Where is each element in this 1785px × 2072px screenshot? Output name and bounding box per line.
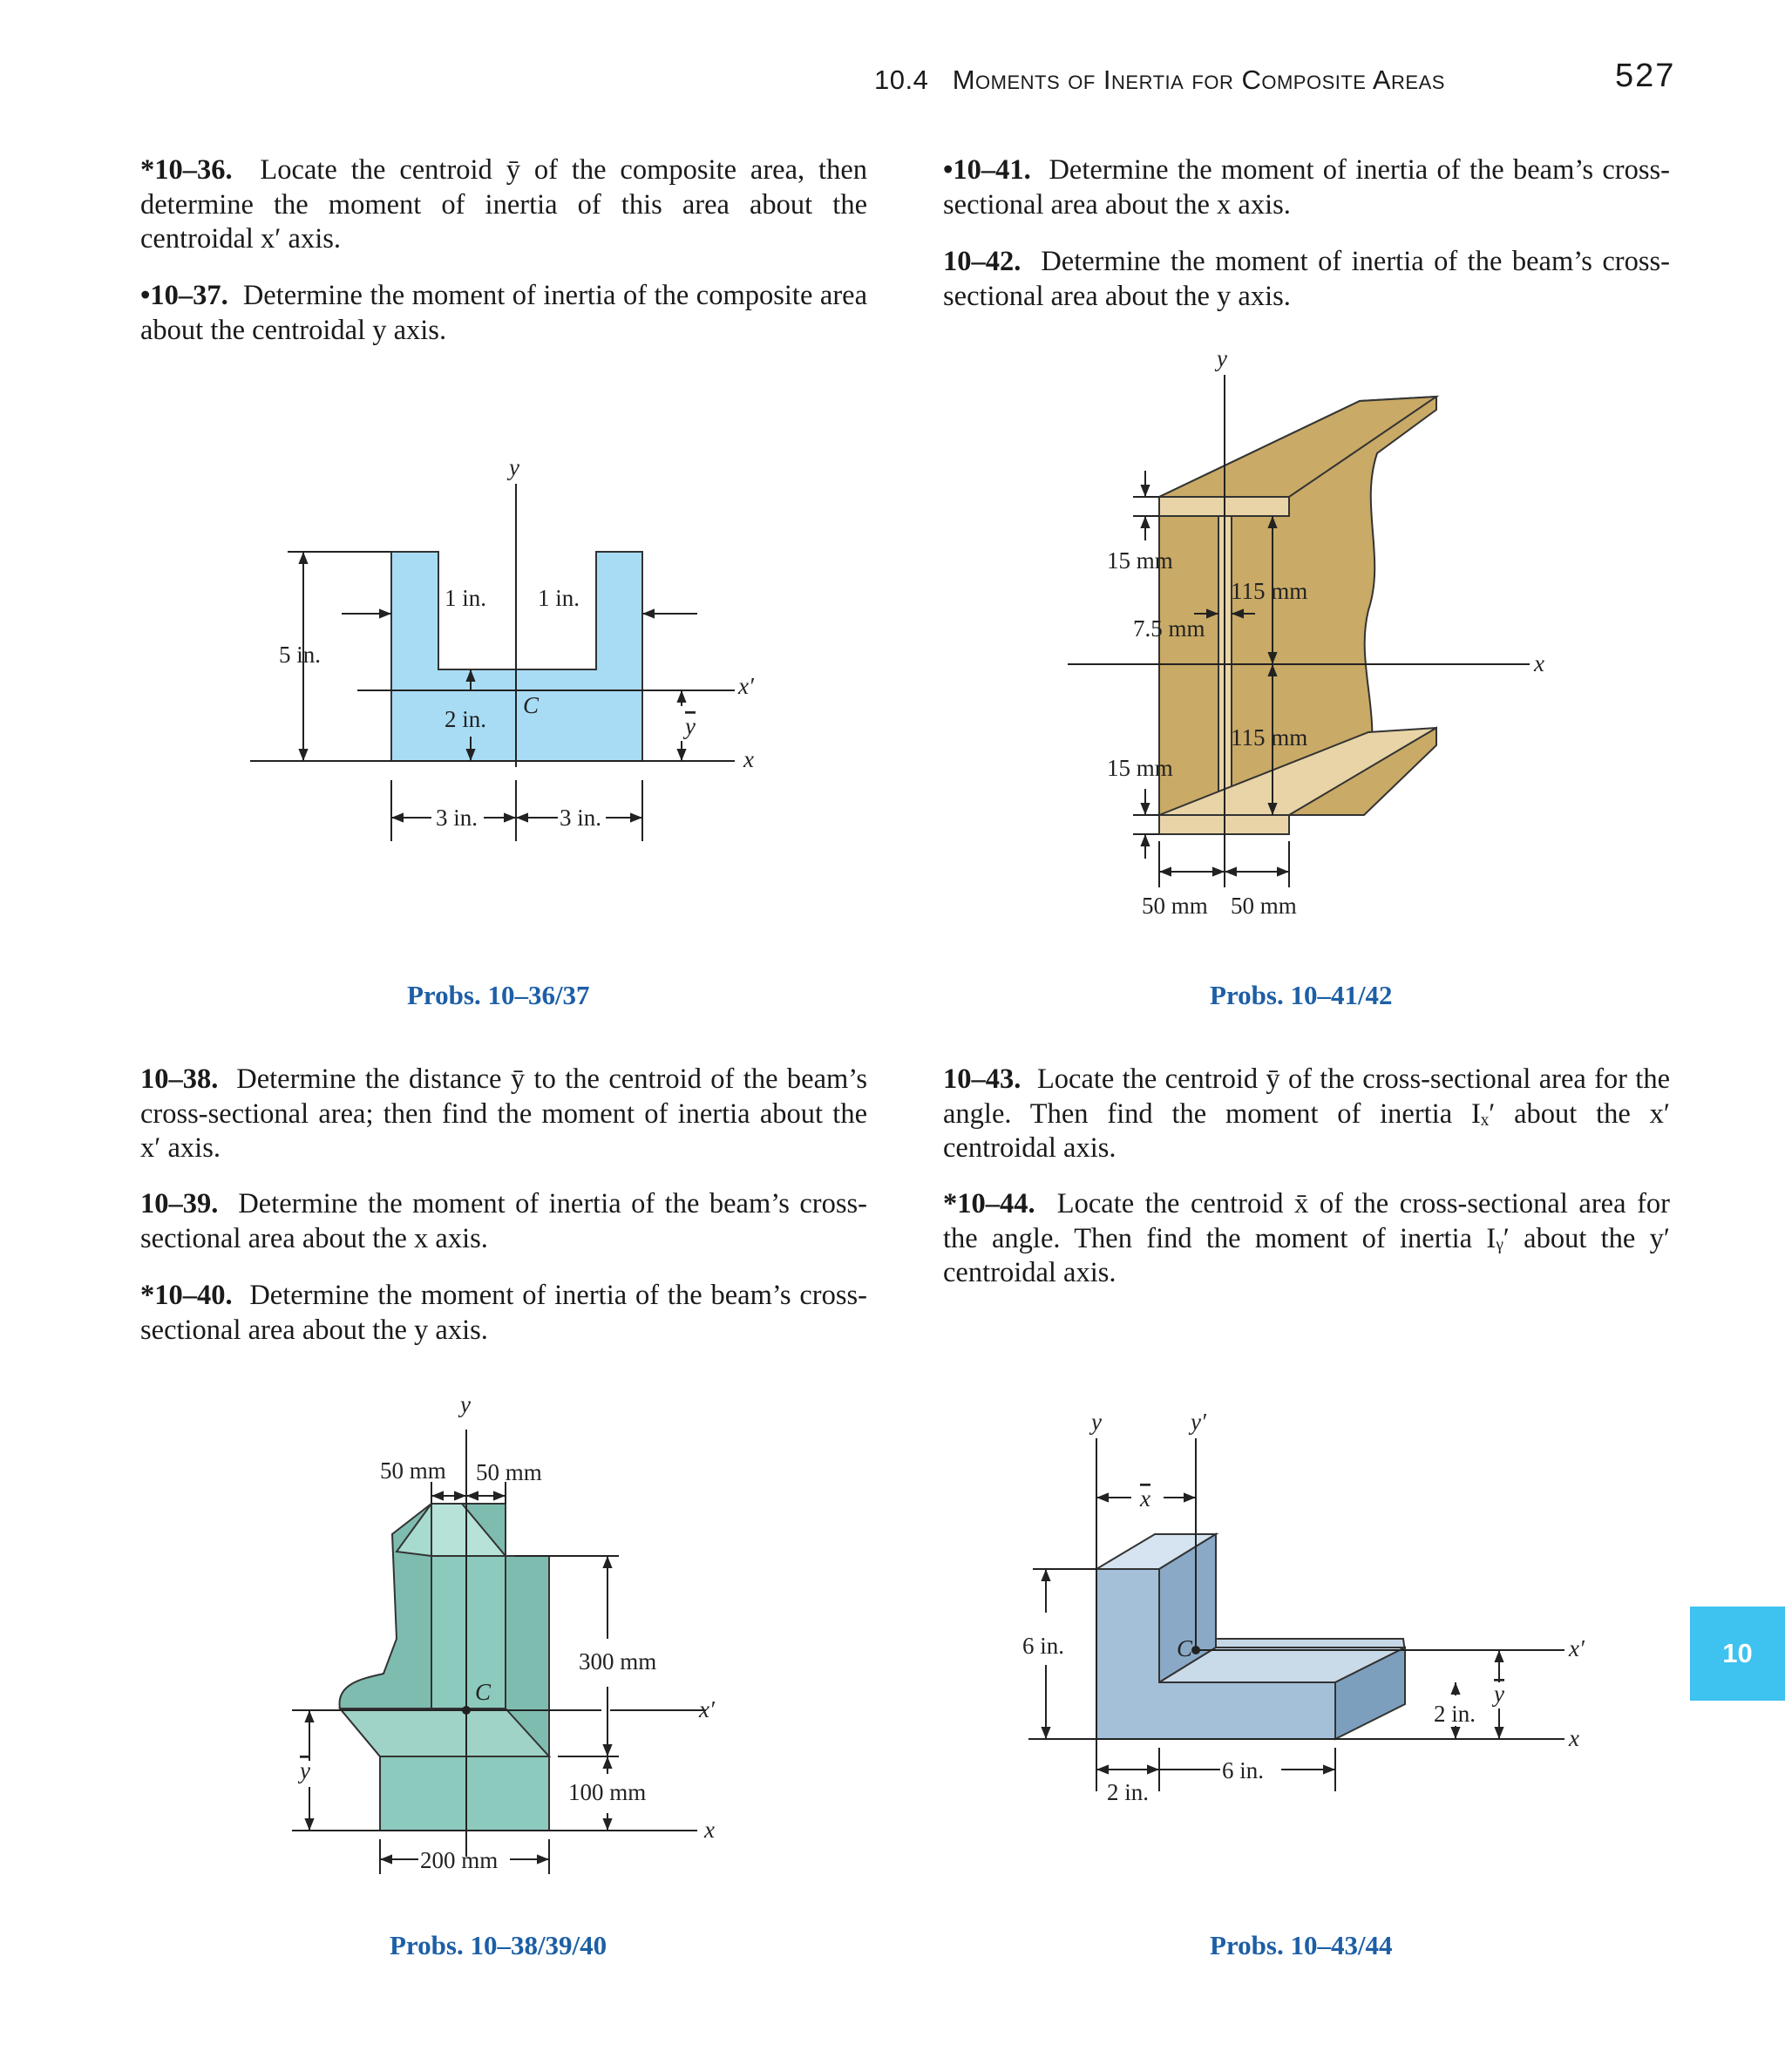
- fig3-dim-300mm: 300 mm: [579, 1648, 657, 1675]
- fig1-ybar-label: y: [685, 713, 696, 739]
- fig4-caption: Probs. 10–43/44: [1210, 1930, 1393, 1960]
- fig3-dim-50mm-a: 50 mm: [380, 1457, 446, 1484]
- section-number: 10.4: [874, 65, 929, 95]
- problem-10-40: *10–40. Determine the moment of inertia of the beam’s cross-sectional area about the y axis.: [140, 1280, 868, 1346]
- problem-10-36: *10–36. Locate the centroid ȳ of the composite area, then determine the moment of inertia of this area about the centroidal x′ axis.: [140, 154, 867, 255]
- fig1-x-label: x: [743, 746, 754, 772]
- fig1-dim-5in: 5 in.: [279, 642, 322, 668]
- problem-10-43: 10–43. Locate the centroid ȳ of the cross-sectional area for the angle. Then find the moment of inertia Iₓ′ about the x′ centroidal axis.: [943, 1063, 1670, 1164]
- fig1-dim-1in-a: 1 in.: [445, 585, 487, 611]
- problem-10-39: 10–39. Determine the moment of inertia of the beam’s cross-sectional area about the x axis.: [140, 1188, 868, 1254]
- fig4-dim-6in-b: 6 in.: [1222, 1757, 1265, 1783]
- problem-10-42: 10–42. Determine the moment of inertia of the beam’s cross-sectional area about the y axis.: [943, 246, 1671, 312]
- fig2-y-label: y: [1217, 345, 1227, 371]
- fig2-x-label: x: [1534, 650, 1544, 676]
- fig1-dim-1in-b: 1 in.: [538, 585, 580, 611]
- fig2-dim-50mm-b: 50 mm: [1231, 893, 1297, 919]
- section-title: Moments of Inertia for Composite Areas: [952, 65, 1445, 95]
- page-number: 527: [1615, 58, 1676, 94]
- fig3-y-label: y: [460, 1391, 471, 1417]
- fig3-dim-50mm-b: 50 mm: [476, 1459, 542, 1485]
- problem-10-44: *10–44. Locate the centroid x̄ of the cross-sectional area for the angle. Then find the moment of inertia Iᵧ′ about the y′ centroidal axis.: [943, 1188, 1670, 1288]
- angle-section-shape: [1096, 1534, 1405, 1739]
- fig3-dim-100mm: 100 mm: [568, 1779, 647, 1805]
- fig3-caption: Probs. 10–38/39/40: [390, 1930, 607, 1960]
- fig4-dim-2in-b: 2 in.: [1434, 1701, 1476, 1727]
- fig1-dim-2in: 2 in.: [445, 706, 487, 732]
- fig2-dim-115mm-a: 115 mm: [1231, 578, 1308, 604]
- problem-10-37: •10–37. Determine the moment of inertia of the composite area about the centroidal y axis.: [140, 280, 867, 346]
- fig1-centroid-label: C: [523, 692, 540, 718]
- fig4-centroid-label: C: [1177, 1635, 1193, 1661]
- fig1-y-label: y: [509, 454, 519, 480]
- fig3-xp-label: x′: [699, 1696, 715, 1722]
- problem-10-38: 10–38. Determine the distance ȳ to the centroid of the beam’s cross-sectional area; then find the moment of inertia about the x′ axis.: [140, 1063, 867, 1164]
- fig2-caption: Probs. 10–41/42: [1210, 980, 1393, 1010]
- fig4-yp-label: y′: [1191, 1409, 1206, 1435]
- fig1-xp-label: x′: [738, 673, 754, 699]
- chapter-tab: 10: [1690, 1607, 1785, 1701]
- fig2-dim-15mm-a: 15 mm: [1107, 547, 1173, 574]
- problem-10-41: •10–41. Determine the moment of inertia of the beam’s cross-sectional area about the x axis.: [943, 154, 1670, 221]
- fig2-dim-75mm: 7.5 mm: [1133, 615, 1205, 642]
- fig3-dim-200mm: 200 mm: [420, 1847, 499, 1873]
- fig4-x-label: x: [1569, 1725, 1579, 1751]
- fig3-ybar-label: y: [300, 1757, 310, 1783]
- fig1-caption: Probs. 10–36/37: [407, 980, 590, 1010]
- fig3-centroid-label: C: [475, 1679, 492, 1705]
- fig4-ybar-label: y: [1494, 1681, 1504, 1707]
- fig4-xp-label: x′: [1569, 1635, 1585, 1661]
- fig4-xbar-label: x: [1140, 1485, 1150, 1512]
- fig1-dim-3in-b: 3 in.: [560, 805, 602, 831]
- fig2-dim-50mm-a: 50 mm: [1142, 893, 1208, 919]
- fig4-dim-6in-a: 6 in.: [1022, 1633, 1065, 1659]
- fig4-y-label: y: [1091, 1409, 1102, 1435]
- fig2-dim-115mm-b: 115 mm: [1231, 724, 1308, 751]
- fig4-dim-2in-a: 2 in.: [1107, 1779, 1150, 1805]
- fig3-x-label: x: [704, 1817, 715, 1843]
- fig1-dim-3in-a: 3 in.: [436, 805, 478, 831]
- fig2-dim-15mm-b: 15 mm: [1107, 755, 1173, 781]
